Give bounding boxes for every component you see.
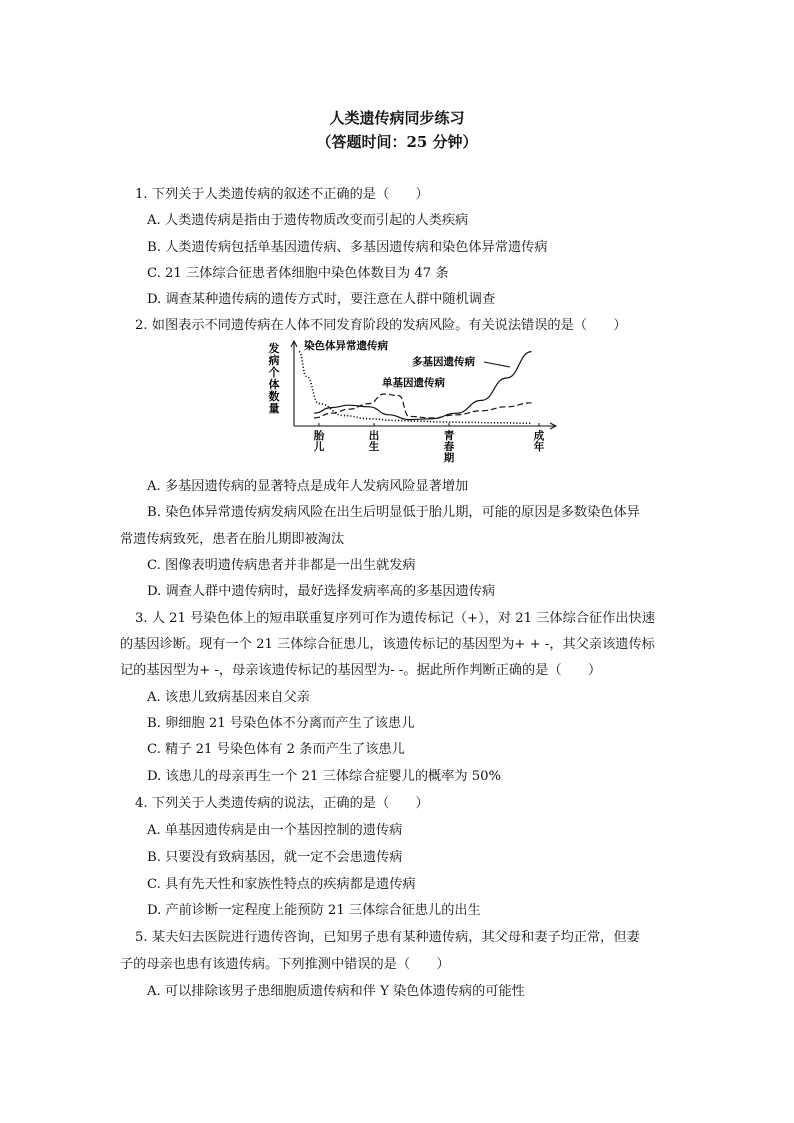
y-axis-label-char: 体 — [268, 378, 280, 391]
x-tick-label-char: 春 — [443, 441, 455, 453]
series-label: 单基因遗传病 — [382, 377, 445, 389]
question-2-option-b-cont: 常遗传病致死，患者在胎儿期即被淘汰 — [120, 532, 345, 547]
y-axis-label-char: 量 — [268, 402, 280, 415]
x-tick-label-char: 出 — [368, 430, 380, 442]
y-axis-label-char: 病 — [268, 354, 280, 367]
question-1-option-c: C. 21 三体综合征患者体细胞中染色体数目为 47 条 — [147, 266, 449, 281]
page-subtitle: （答题时间：25 分钟） — [316, 133, 478, 151]
series-label: 多基因遗传病 — [412, 356, 475, 368]
y-axis-label-char: 发 — [268, 342, 280, 355]
question-3-option-a: A. 该患儿致病基因来自父亲 — [147, 690, 310, 705]
question-4-stem: 4. 下列关于人类遗传病的说法，正确的是（ ） — [135, 796, 429, 811]
x-tick-label-char: 生 — [368, 441, 380, 453]
question-5-option-a: A. 可以排除该男子患细胞质遗传病和伴 Y 染色体遗传病的可能性 — [147, 984, 525, 999]
x-tick-label-char: 期 — [443, 452, 455, 464]
question-1-stem: 1. 下列关于人类遗传病的叙述不正确的是（ ） — [135, 187, 429, 202]
question-2-option-d: D. 调查人群中遗传病时，最好选择发病率高的多基因遗传病 — [147, 584, 496, 599]
x-tick-label-char: 青 — [443, 430, 455, 442]
question-3-option-d: D. 该患儿的母亲再生一个 21 三体综合症婴儿的概率为 50% — [147, 769, 502, 784]
question-2-stem: 2. 如图表示不同遗传病在人体不同发育阶段的发病风险。有关说法错误的是（ ） — [135, 318, 627, 333]
question-3-stem-line-1: 3. 人 21 号染色体上的短串联重复序列可作为遗传标记（+），对 21 三体综合征作出快速 — [135, 611, 655, 626]
disease-risk-chart — [262, 340, 562, 470]
question-1-option-a: A. 人类遗传病是指由于遗传物质改变而引起的人类疾病 — [147, 213, 469, 228]
question-2-option-c: C. 图像表明遗传病患者并非都是一出生就发病 — [147, 558, 416, 573]
question-5-stem-line-2: 子的母亲也患有该遗传病。下列推测中错误的是（ ） — [120, 957, 450, 972]
question-5-stem-line-1: 5. 某夫妇去医院进行遗传咨询，已知男子患有某种遗传病，其父母和妻子均正常，但妻 — [135, 930, 640, 945]
series-label: 染色体异常遗传病 — [304, 340, 388, 352]
question-3-option-c: C. 精子 21 号染色体有 2 条而产生了该患儿 — [147, 742, 405, 757]
question-2-option-a: A. 多基因遗传病的显著特点是成年人发病风险显著增加 — [147, 479, 469, 494]
series-line — [314, 394, 532, 418]
question-1-option-b: B. 人类遗传病包括单基因遗传病、多基因遗传病和染色体异常遗传病 — [147, 240, 548, 255]
question-1-option-d: D. 调查某种遗传病的遗传方式时，要注意在人群中随机调查 — [147, 292, 496, 307]
question-4-option-a: A. 单基因遗传病是由一个基因控制的遗传病 — [147, 823, 403, 838]
y-axis-label-char: 数 — [268, 390, 280, 403]
x-tick-label-char: 胎 — [313, 430, 325, 442]
series-label-leader — [484, 362, 510, 367]
x-tick-label-char: 年 — [533, 441, 545, 453]
x-tick-label-char: 成 — [533, 430, 545, 442]
question-3-stem-line-3: 记的基因型为+ -，母亲该遗传标记的基因型为- -。据此所作判断正确的是（ ） — [120, 663, 602, 678]
question-2-option-b: B. 染色体异常遗传病发病风险在出生后明显低于胎儿期，可能的原因是多数染色体异 — [147, 505, 640, 520]
y-axis-label-char: 个 — [268, 366, 280, 379]
question-3-option-b: B. 卵细胞 21 号染色体不分离而产生了该患儿 — [147, 716, 415, 731]
question-3-stem-line-2: 的基因诊断。现有一个 21 三体综合征患儿，该遗传标记的基因型为+ + -，其父亲该遗传标 — [120, 637, 655, 652]
question-4-option-c: C. 具有先天性和家族性特点的疾病都是遗传病 — [147, 877, 416, 892]
x-tick-label-char: 儿 — [313, 441, 325, 453]
question-4-option-b: B. 只要没有致病基因，就一定不会患遗传病 — [147, 850, 403, 865]
question-4-option-d: D. 产前诊断一定程度上能预防 21 三体综合征患儿的出生 — [147, 903, 481, 918]
page-title: 人类遗传病同步练习 — [329, 109, 465, 127]
